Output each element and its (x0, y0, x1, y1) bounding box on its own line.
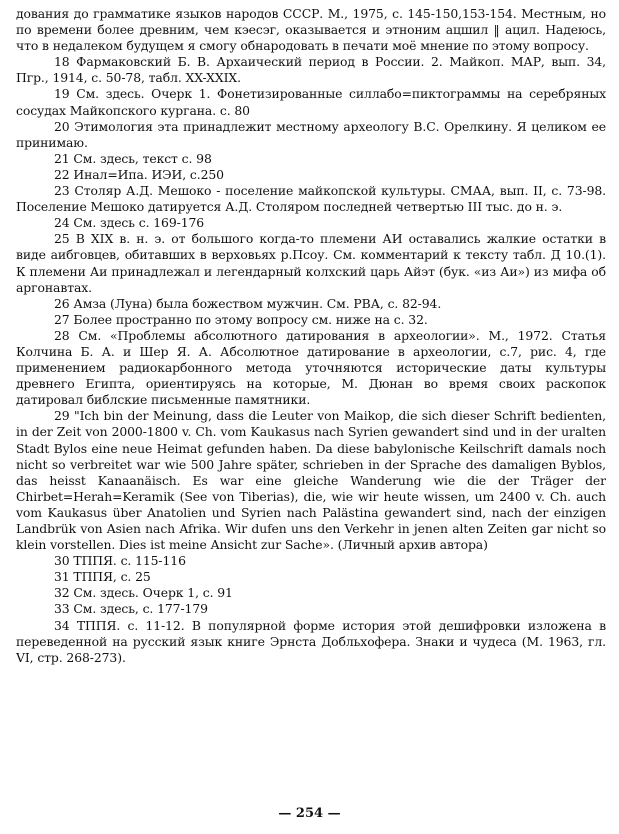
note-31: 31 ТППЯ, с. 25 (54, 569, 151, 585)
note-33: 33 См. здесь, с. 177-179 (54, 601, 208, 617)
note-21: 21 См. здесь, текст с. 98 (54, 150, 212, 166)
note-28: 28 См. «Проблемы абсолютного датирования в археологии». М., 1972. Статья Колчина Б. А. и Шер Я. А. Абсолютное датирование в археологии, с.7, рис. 4, где применением радиокарбонного метода уточняются исторические даты культуры древнего Египта, ориентируясь на которые, М. Дюнан во время своих раскопок датировал библские письменные памятники. (16, 327, 606, 408)
note-34: 34 ТППЯ. с. 11-12. В популярной форме история этой дешифровки изложена в переведенной на русский язык книге Эрнста Добльхофера. Знаки и чудеса (М. 1963, гл. VI, стр. 268-273). (16, 617, 606, 665)
note-19: 19 См. здесь. Очерк 1. Фонетизированные силлабо=пиктограммы на серебряных сосудах Майкопского кургана. с. 80 (16, 86, 606, 118)
note-24: 24 См. здесь с. 169-176 (54, 215, 205, 231)
note-17-continuation: дования до грамматике языков народов СССР. М., 1975, с. 145-150,153-154. Местным, но по времени более древним, чем кэесэг, оказывается и этноним ацшил ‖ ацил. Надеюсь, что в недалеком будущем я смогу обнародовать в печати моё мнение по этому вопросу. (16, 6, 606, 54)
note-30: 30 ТППЯ. с. 115-116 (54, 553, 186, 569)
note-22: 22 Инал=Ипа. ИЭИ, с.250 (54, 166, 224, 182)
footnotes (16, 6, 606, 666)
note-20: 20 Этимология эта принадлежит местному археологу В.С. Орелкину. Я целиком ее принимаю. (16, 118, 606, 150)
note-32: 32 См. здесь. Очерк 1, с. 91 (54, 585, 233, 601)
page-number: — 254 — (278, 806, 341, 821)
note-29: 29 "Ich bin der Meinung, dass die Leuter von Maikop, die sich dieser Schrift bedienten, in der Zeit von 2000-1800 v. Ch. vom Kaukasus nach Syrien gewandert sind und in der uralten Stadt Bylos eine neue Heimat gefunden haben. Da diese babylonische Keilschrift damals noch nicht so verbreitet war wie 500 Jahre später, schrieben in der Sprache des damaligen Byblos, das heisst Kanaanäisch. Es war eine gleiche Wanderung wie die der Träger der Chirbet=Herah=Keramik (See von Tiberias), die, wie wir heute wissen, um 2400 v. Ch. auch vom Kaukasus über Anatolien und Syrien nach Palästina gewandert sind, nach der einzigen Landbrük von Asien nach Afrika. Wir dufen uns den Verkehr in jenen alten Zeiten gar nicht so klein vorstellen. Dies ist meine Ansicht zur Sache». (Личный архив автора) (16, 408, 606, 553)
note-23: 23 Столяр А.Д. Мешоко - поселение майкопской культуры. СМАА, вып. II, с. 73-98. Поселение Мешоко датируется А.Д. Столяром последней четвертью III тыс. до н. э. (16, 183, 606, 215)
note-18: 18 Фармаковский Б. В. Архаический период в России. 2. Майкоп. МАР, вып. 34, Пгр., 1914, с. 50-78, табл. XX-XXIX. (16, 54, 606, 86)
note-27: 27 Более пространно по этому вопросу см. ниже на с. 32. (54, 311, 428, 327)
page-content (16, 6, 606, 666)
note-26: 26 Амза (Луна) была божеством мужчин. См. РВА, с. 82-94. (54, 295, 442, 311)
note-25: 25 В XIX в. н. э. от большого когда-то племени АИ оставались жалкие остатки в виде аибговцев, обитавших в верховьях р.Псоу. См. комментарий к тексту табл. Д 10.(1). К племени Аи принадлежал и легендарный колхский царь Айэт (бук. «из Аи») из мифа об аргонавтах. (16, 231, 606, 295)
